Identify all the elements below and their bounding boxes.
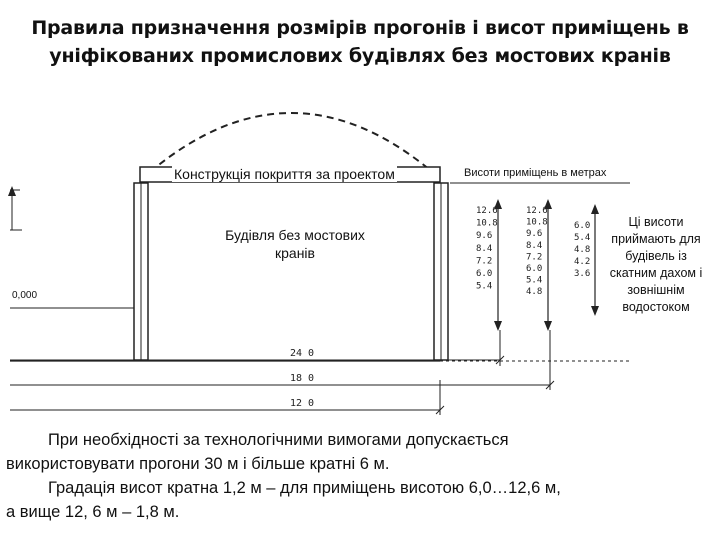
span-label-24: 24 0 (290, 348, 315, 359)
height-value: 10.8 (476, 218, 498, 229)
description-text (6, 428, 714, 524)
height-value: 5.4 (526, 275, 543, 286)
height-value: 9.6 (476, 231, 493, 242)
height-value: 8.4 (526, 240, 543, 251)
arched-roof-outline (150, 113, 430, 172)
zero-level-label: 0,000 (12, 290, 38, 301)
height-values (476, 206, 590, 297)
height-value: 6.0 (574, 221, 591, 231)
heights-note: Ці висоти приймають для будівель із скатним дахом і зовнішнім водостоком (609, 215, 703, 314)
building-label: Будівля без мостових кранів (225, 227, 365, 261)
height-value: 9.6 (526, 229, 543, 240)
paragraph-1-line-2: використовувати прогони 30 м і більше кратні 6 м. (6, 455, 390, 473)
height-value: 5.4 (476, 281, 493, 292)
height-value: 8.4 (476, 243, 493, 254)
page-title: Правила призначення розмірів прогонів і висот приміщень в уніфікованих промислових будівлях без мостових кранів (31, 17, 689, 67)
height-value: 4.8 (526, 287, 543, 298)
paragraph-2-line-1: Градація висот кратна 1,2 м – для приміщень висотою 6,0…12,6 м, (48, 479, 561, 497)
paragraph-2-line-2: а вище 12, 6 м – 1,8 м. (6, 503, 180, 521)
height-value: 10.8 (526, 217, 548, 228)
height-value: 4.2 (574, 257, 591, 267)
height-value: 3.6 (574, 269, 591, 279)
heights-label: Висоти приміщень в метрах (464, 167, 607, 179)
height-value: 12.6 (526, 206, 548, 216)
height-value: 6.0 (526, 264, 543, 274)
height-value: 7.2 (476, 256, 493, 267)
height-value: 5.4 (574, 233, 591, 243)
span-label-12: 12 0 (290, 398, 315, 409)
height-value: 4.8 (574, 245, 591, 255)
span-label-18: 18 0 (290, 373, 315, 384)
span-dimensions (10, 330, 554, 415)
height-value: 12.6 (476, 206, 498, 216)
height-value: 7.2 (526, 252, 543, 263)
roof-construction-label: Конструкція покриття за проектом (174, 166, 395, 182)
paragraph-1-line-1: При необхідності за технологічними вимогами допускається (48, 431, 509, 449)
height-value: 6.0 (476, 269, 493, 279)
